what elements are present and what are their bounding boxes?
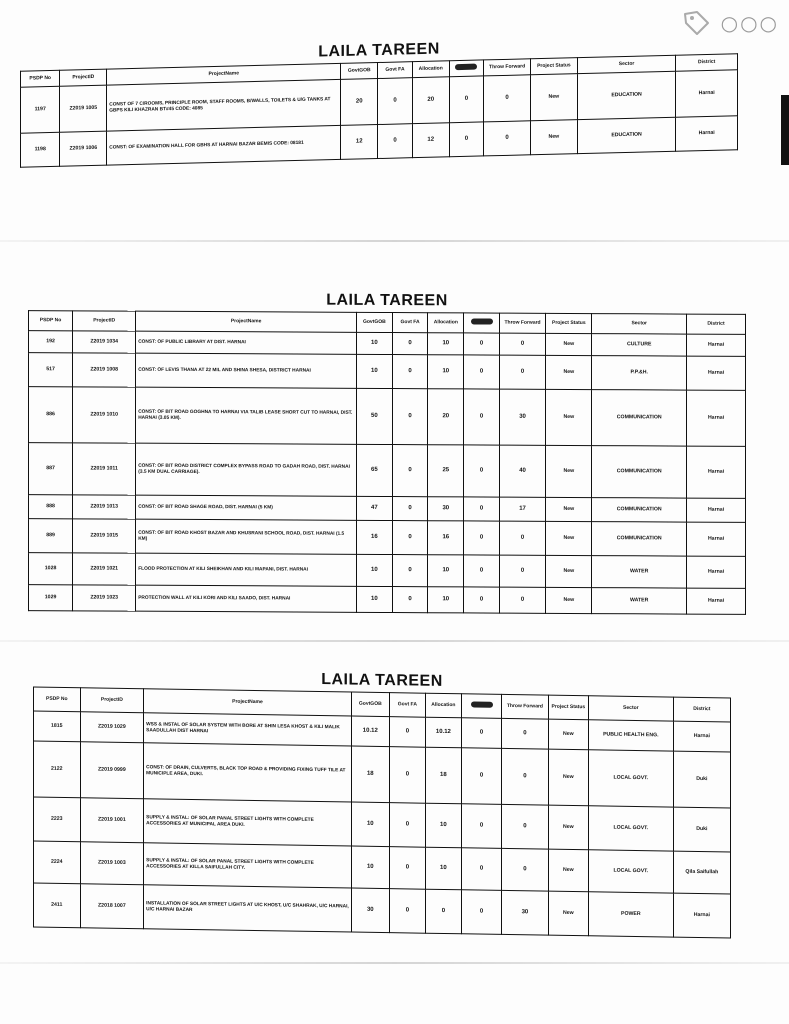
table-row bbox=[29, 585, 746, 615]
project-name-cell: FLOOD PROTECTION AT KILI SHEIKHAN AND KILI MAPANI, DIST. HARNAI bbox=[136, 553, 357, 586]
redacted-cell: 0 bbox=[461, 804, 501, 849]
psdp-cell: 2223 bbox=[34, 797, 81, 842]
throw-forward-cell: 0 bbox=[484, 75, 531, 122]
sector-cell: COMMUNICATION bbox=[592, 498, 687, 522]
gob-cell: 47 bbox=[356, 496, 392, 520]
project-name-cell: CONST: OF DRAIN, CULVERTS, BLACK TOP ROAD & PROVIDING FIXING TUFF TILE AT MUNICIPLE AREA, DUKI. bbox=[144, 743, 352, 802]
sector-cell: COMMUNICATION bbox=[592, 390, 687, 446]
section-title: LAILA TAREEN bbox=[326, 291, 448, 310]
allocation-cell: 10 bbox=[428, 355, 464, 389]
allocation-cell: 18 bbox=[425, 747, 461, 804]
redacted-cell: 0 bbox=[449, 122, 483, 157]
sector-cell: COMMUNICATION bbox=[592, 522, 687, 556]
gob-cell: 10 bbox=[356, 354, 392, 388]
throw-forward-cell: 0 bbox=[502, 718, 549, 749]
col-allocation: Allocation bbox=[428, 313, 464, 333]
district-cell: Harnai bbox=[673, 893, 730, 938]
gob-cell: 20 bbox=[341, 79, 378, 126]
col-allocation: Allocation bbox=[425, 693, 461, 718]
psdp-cell: 2122 bbox=[34, 741, 81, 798]
status-cell: New bbox=[546, 521, 592, 555]
project-name-cell: CONST OF 7 C/ROOMS, PRINCIPLE ROOM, STAFF ROOMS, B/WALLS, TOILETS & U/G TANKS AT GBPS KILI KHAZRAN BT#45 CODE: 4085 bbox=[107, 79, 341, 131]
fold-line bbox=[0, 240, 789, 242]
redacted-cell: 0 bbox=[449, 76, 483, 123]
district-cell: Duki bbox=[673, 751, 730, 808]
district-cell: Harnai bbox=[687, 588, 746, 614]
status-cell: New bbox=[530, 74, 577, 121]
more-options-icon[interactable]: ○○○ bbox=[720, 11, 779, 35]
district-cell: Harnai bbox=[676, 70, 738, 118]
throw-forward-cell: 40 bbox=[499, 445, 545, 497]
project-name-cell: CONST: OF PUBLIC LIBRARY AT DIST. HARNAI bbox=[136, 331, 357, 354]
fa-cell: 0 bbox=[378, 78, 412, 125]
status-cell: New bbox=[546, 555, 592, 587]
sector-cell: WATER bbox=[592, 556, 687, 588]
sector-cell: LOCAL GOVT. bbox=[588, 850, 673, 893]
allocation-cell: 16 bbox=[428, 521, 464, 555]
psdp-cell: 1198 bbox=[21, 132, 60, 167]
district-cell: Harnai bbox=[687, 446, 746, 498]
col-project-id: ProjectID bbox=[80, 688, 144, 713]
allocation-cell: 0 bbox=[425, 889, 461, 934]
district-cell: Duki bbox=[673, 807, 730, 852]
psdp-cell: 2224 bbox=[34, 841, 81, 884]
throw-forward-cell: 30 bbox=[499, 389, 545, 445]
redaction-mark bbox=[471, 702, 493, 708]
sector-cell: LOCAL GOVT. bbox=[588, 806, 673, 851]
fa-cell: 0 bbox=[392, 521, 428, 555]
project-id-cell: Z2019 1003 bbox=[80, 842, 144, 885]
project-id-cell: Z2019 1034 bbox=[73, 331, 136, 353]
sector-cell: EDUCATION bbox=[577, 117, 676, 153]
fa-cell: 0 bbox=[389, 847, 425, 890]
throw-forward-cell: 0 bbox=[502, 748, 549, 805]
project-id-cell: Z2019 1021 bbox=[73, 553, 136, 585]
col-throw-forward: Throw Forward bbox=[502, 694, 549, 719]
gob-cell: 10.12 bbox=[351, 716, 389, 747]
col-district: District bbox=[673, 697, 730, 722]
project-id-cell: Z2019 1010 bbox=[73, 387, 136, 443]
district-cell: Harnai bbox=[687, 390, 746, 446]
project-id-cell: Z2019 1008 bbox=[73, 353, 136, 387]
redacted-cell: 0 bbox=[464, 587, 500, 613]
status-cell: New bbox=[530, 120, 577, 155]
district-cell: Harnai bbox=[687, 498, 746, 522]
status-cell: New bbox=[546, 587, 592, 613]
col-project-id: ProjectID bbox=[60, 69, 107, 86]
gob-cell: 65 bbox=[356, 444, 392, 496]
throw-forward-cell: 0 bbox=[499, 333, 545, 355]
project-id-cell: Z2019 0999 bbox=[80, 742, 144, 799]
status-cell: New bbox=[548, 891, 588, 936]
project-name-cell: SUPPLY & INSTAL: OF SOLAR PANAL STREET LIGHTS WITH COMPLETE ACCESSORIES AT MUNICIPAL AREA DUKI. bbox=[144, 799, 352, 846]
gob-cell: 12 bbox=[341, 125, 378, 160]
col-redacted bbox=[464, 313, 500, 333]
project-name-cell: SUPPLY & INSTAL: OF SOLAR PANAL STREET LIGHTS WITH COMPLETE ACCESSORIES AT KILLA SAIFULLAH CITY. bbox=[144, 843, 352, 888]
col-gov-gob: GovtGOB bbox=[351, 692, 389, 717]
psdp-cell: 192 bbox=[29, 331, 73, 353]
gob-cell: 18 bbox=[351, 746, 389, 803]
psdp-cell: 1197 bbox=[21, 86, 60, 133]
col-gov-gob: GovtGOB bbox=[356, 312, 392, 332]
col-throw-forward: Throw Forward bbox=[484, 59, 531, 76]
project-name-cell: WSS & INSTAL OF SOLAR SYSTEM WITH BORE AT SHIN LESA KHOST & KILI MALIK SAADULLAH DIST HARNAI bbox=[144, 713, 352, 746]
fa-cell: 0 bbox=[392, 445, 428, 497]
col-redacted bbox=[449, 60, 483, 77]
psdp-cell: 517 bbox=[29, 353, 73, 387]
fa-cell: 0 bbox=[389, 889, 425, 934]
status-cell: New bbox=[546, 389, 592, 445]
project-name-cell: CONST: OF B/T ROAD GOGHNA TO HARNAI VIA TALIB LEASE SHORT CUT TO HARNAI, DIST. HARNAI (3.05 KM). bbox=[136, 387, 357, 444]
allocation-cell: 30 bbox=[428, 497, 464, 521]
allocation-cell: 10 bbox=[428, 555, 464, 587]
redacted-cell: 0 bbox=[464, 355, 500, 389]
project-name-cell: INSTALLATION OF SOLAR STREET LIGHTS AT U/C KHOST, U/C SHAHRAK, U/C HARNAI, U/C HARNAI BAZAR bbox=[144, 885, 352, 932]
fa-cell: 0 bbox=[389, 717, 425, 748]
table-row bbox=[29, 353, 746, 391]
gob-cell: 50 bbox=[356, 388, 392, 444]
redacted-cell: 0 bbox=[464, 521, 500, 555]
psdp-cell: 889 bbox=[29, 519, 73, 553]
col-project-status: Project Status bbox=[530, 58, 577, 75]
fa-cell: 0 bbox=[392, 355, 428, 389]
gob-cell: 10 bbox=[356, 554, 392, 586]
table-row bbox=[29, 443, 746, 499]
allocation-cell: 20 bbox=[412, 77, 449, 124]
col-psdp: PSDP No bbox=[29, 311, 73, 331]
allocation-cell: 10 bbox=[425, 847, 461, 890]
sector-cell: POWER bbox=[588, 892, 673, 937]
col-project-status: Project Status bbox=[548, 695, 588, 720]
sector-cell: EDUCATION bbox=[577, 71, 676, 119]
status-cell: New bbox=[546, 355, 592, 389]
project-id-cell: Z2018 1007 bbox=[80, 884, 144, 929]
col-gov-gob: GovtGOB bbox=[341, 63, 378, 80]
fa-cell: 0 bbox=[392, 333, 428, 355]
status-cell: New bbox=[546, 445, 592, 497]
psdp-cell: 1815 bbox=[34, 711, 81, 742]
allocation-cell: 10 bbox=[428, 587, 464, 613]
project-name-cell: CONST: OF EXAMINATION HALL FOR GBHS AT HARNAI BAZAR BEMIS CODE: 08181 bbox=[107, 125, 341, 165]
sector-cell: COMMUNICATION bbox=[592, 446, 687, 498]
fa-cell: 0 bbox=[392, 497, 428, 521]
project-id-cell: Z2019 1029 bbox=[80, 712, 144, 743]
gob-cell: 16 bbox=[356, 520, 392, 554]
sector-cell: WATER bbox=[592, 588, 687, 614]
status-cell: New bbox=[548, 805, 588, 850]
fa-cell: 0 bbox=[389, 803, 425, 848]
psdp-cell: 1029 bbox=[29, 585, 73, 611]
redaction-mark bbox=[455, 64, 477, 71]
status-cell: New bbox=[548, 719, 588, 750]
allocation-cell: 10 bbox=[425, 803, 461, 848]
sector-cell: CULTURE bbox=[592, 334, 687, 356]
redacted-cell: 0 bbox=[461, 748, 501, 805]
table-row bbox=[29, 519, 746, 557]
redacted-cell: 0 bbox=[464, 333, 500, 355]
fa-cell: 0 bbox=[392, 389, 428, 445]
projects-table bbox=[33, 687, 731, 939]
redacted-cell: 0 bbox=[464, 445, 500, 497]
district-cell: Harnai bbox=[687, 522, 746, 556]
col-sector: Sector bbox=[588, 696, 673, 721]
district-cell: Harnai bbox=[687, 356, 746, 390]
col-project-name: ProjectName bbox=[144, 689, 352, 716]
status-cell: New bbox=[546, 333, 592, 355]
col-project-name: ProjectName bbox=[136, 311, 357, 332]
district-cell: Harnai bbox=[676, 116, 738, 152]
psdp-cell: 886 bbox=[29, 387, 73, 443]
redacted-cell: 0 bbox=[461, 848, 501, 891]
status-cell: New bbox=[548, 849, 588, 892]
col-gov-fa: Govt FA bbox=[389, 693, 425, 718]
col-project-status: Project Status bbox=[546, 313, 592, 333]
district-cell: Harnai bbox=[673, 721, 730, 752]
throw-forward-cell: 17 bbox=[499, 497, 545, 521]
redacted-cell: 0 bbox=[464, 389, 500, 445]
fold-line bbox=[0, 962, 789, 964]
col-gov-fa: Govt FA bbox=[392, 313, 428, 333]
project-name-cell: CONST: OF B/T ROAD SHAGE ROAD, DIST. HARNAI (5 KM) bbox=[136, 495, 357, 520]
sector-cell: LOCAL GOVT. bbox=[588, 750, 673, 807]
project-id-cell: Z2019 1001 bbox=[80, 798, 144, 843]
psdp-cell: 1028 bbox=[29, 553, 73, 585]
project-name-cell: PROTECTION WALL AT KILI KORI AND KILI SAADO, DIST. HARNAI bbox=[136, 585, 357, 612]
section-title: LAILA TAREEN bbox=[321, 671, 443, 690]
project-id-cell: Z2019 1023 bbox=[73, 585, 136, 611]
col-throw-forward: Throw Forward bbox=[499, 313, 545, 333]
fa-cell: 0 bbox=[378, 124, 412, 159]
project-id-cell: Z2019 1013 bbox=[73, 495, 136, 519]
redaction-mark bbox=[471, 319, 493, 325]
throw-forward-cell: 0 bbox=[502, 804, 549, 849]
gob-cell: 10 bbox=[356, 586, 392, 612]
col-district: District bbox=[687, 314, 746, 334]
fa-cell: 0 bbox=[389, 747, 425, 804]
col-project-name: ProjectName bbox=[107, 63, 341, 85]
table-row bbox=[29, 553, 746, 589]
fa-cell: 0 bbox=[392, 587, 428, 613]
sector-cell: PUBLIC HEALTH ENG. bbox=[588, 720, 673, 751]
district-cell: Qila Saifullah bbox=[673, 851, 730, 894]
gob-cell: 10 bbox=[356, 332, 392, 354]
district-cell: Harnai bbox=[687, 556, 746, 588]
redacted-cell: 0 bbox=[461, 890, 501, 935]
table-row bbox=[29, 387, 746, 447]
redacted-cell: 0 bbox=[461, 718, 501, 749]
project-id-cell: Z2019 1011 bbox=[73, 443, 136, 495]
redacted-cell: 0 bbox=[464, 497, 500, 521]
throw-forward-cell: 0 bbox=[499, 555, 545, 587]
projects-table bbox=[20, 53, 738, 168]
col-gov-fa: Govt FA bbox=[378, 62, 412, 79]
gob-cell: 10 bbox=[351, 802, 389, 847]
project-name-cell: CONST: OF LEVIS THANA AT 22 MIL AND SHINA SHESA, DISTRICT HARNAI bbox=[136, 353, 357, 388]
district-cell: Harnai bbox=[687, 334, 746, 356]
allocation-cell: 25 bbox=[428, 445, 464, 497]
allocation-cell: 10 bbox=[428, 333, 464, 355]
gob-cell: 10 bbox=[351, 846, 389, 889]
status-cell: New bbox=[546, 497, 592, 521]
fa-cell: 0 bbox=[392, 555, 428, 587]
col-psdp: PSDP No bbox=[34, 687, 81, 712]
throw-forward-cell: 0 bbox=[502, 848, 549, 891]
col-district: District bbox=[676, 54, 738, 72]
psdp-cell: 887 bbox=[29, 443, 73, 495]
project-id-cell: Z2019 1015 bbox=[73, 519, 136, 553]
status-cell: New bbox=[548, 749, 588, 806]
page-edge-mark bbox=[781, 95, 789, 165]
col-sector: Sector bbox=[592, 314, 687, 334]
laila-tareen-section bbox=[33, 667, 731, 939]
col-redacted bbox=[461, 694, 501, 719]
allocation-cell: 12 bbox=[412, 123, 449, 158]
project-id-cell: Z2019 1006 bbox=[60, 131, 107, 166]
project-name-cell: CONST: OF B/T ROAD DISTRICT COMPLEX BYPASS ROAD TO GADAH ROAD, DIST. HARNAI (3.5 KM DUAL CARRIAGE). bbox=[136, 443, 357, 496]
throw-forward-cell: 0 bbox=[484, 121, 531, 156]
section-title: LAILA TAREEN bbox=[318, 40, 440, 61]
throw-forward-cell: 0 bbox=[499, 521, 545, 555]
laila-tareen-section bbox=[28, 290, 746, 615]
redacted-cell: 0 bbox=[464, 555, 500, 587]
allocation-cell: 20 bbox=[428, 389, 464, 445]
col-allocation: Allocation bbox=[412, 61, 449, 78]
col-project-id: ProjectID bbox=[73, 311, 136, 331]
laila-tareen-section bbox=[20, 33, 738, 168]
fold-line bbox=[0, 640, 789, 642]
project-name-cell: CONST: OF B/T ROAD KHOST BAZAR AND KHUSRANI SCHOOL ROAD, DIST. HARNAI (1.5 KM) bbox=[136, 519, 357, 554]
psdp-cell: 888 bbox=[29, 495, 73, 519]
gob-cell: 30 bbox=[351, 888, 389, 933]
col-sector: Sector bbox=[577, 55, 676, 73]
allocation-cell: 10.12 bbox=[425, 717, 461, 748]
project-id-cell: Z2019 1005 bbox=[60, 85, 107, 132]
throw-forward-cell: 0 bbox=[499, 587, 545, 613]
throw-forward-cell: 30 bbox=[502, 890, 549, 935]
throw-forward-cell: 0 bbox=[499, 355, 545, 389]
col-psdp: PSDP No bbox=[21, 70, 60, 87]
sector-cell: P.P.&H. bbox=[592, 356, 687, 390]
projects-table bbox=[28, 310, 746, 615]
psdp-cell: 2411 bbox=[34, 883, 81, 928]
